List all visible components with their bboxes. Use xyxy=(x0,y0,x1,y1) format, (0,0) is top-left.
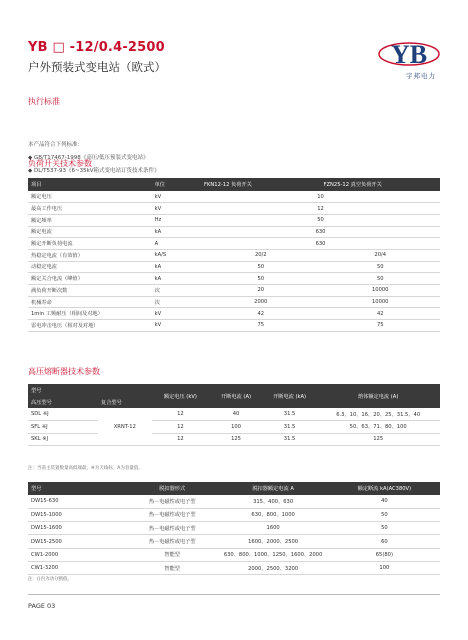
table-cell: 1600、2000、2500 xyxy=(218,535,329,548)
section-title-fuse: 高压熔断器技术参数 xyxy=(28,367,100,376)
header-cell: 项目 xyxy=(28,178,152,191)
table-cell: kA xyxy=(152,273,201,285)
table-cell: 10000 xyxy=(321,296,441,308)
section-title-switch: 负荷开关技术参数 xyxy=(28,159,92,168)
table-cell: DW15-2500 xyxy=(28,535,127,548)
table-cell: 2000、2500、3200 xyxy=(218,561,329,574)
table-cell: 630 xyxy=(201,226,440,238)
table-row xyxy=(28,261,440,273)
table-row xyxy=(28,203,440,215)
table-cell: CW1-3200 xyxy=(28,561,127,574)
table-cell: 热－电磁性或电子型 xyxy=(127,495,218,508)
table-cell: 12 xyxy=(201,203,440,215)
table-cell: 智能型 xyxy=(127,561,218,574)
table-cell: 31.5 xyxy=(263,408,317,421)
table-cell: 630、800、1000 xyxy=(218,508,329,521)
header-cell: 高压型号 xyxy=(28,396,98,408)
table-cell: 热－电磁性或电子型 xyxy=(127,535,218,548)
table-cell: 1min 工频耐压（相间及对地） xyxy=(28,308,152,320)
table-row xyxy=(28,495,440,508)
footer-divider xyxy=(28,594,440,595)
table-row xyxy=(28,433,440,446)
table-cell: 50、63、71、80、100 xyxy=(316,421,440,434)
standards-intro: 本产品符合下列标准： xyxy=(28,142,84,148)
table-cell: Hz xyxy=(152,214,201,226)
table-cell: 75 xyxy=(201,320,320,332)
company-name: 宇邦电力 xyxy=(406,72,436,80)
table-cell: A xyxy=(152,238,201,250)
table-cell: SDL ※J xyxy=(28,408,98,421)
table-cell: 75 xyxy=(321,320,441,332)
table-cell: 热稳定电流（有效值） xyxy=(28,249,152,261)
table-cell: SKL ※J xyxy=(28,433,98,446)
table-cell: kA xyxy=(152,261,201,273)
page-number: PAGE 03 xyxy=(28,602,56,610)
table-cell: 热－电磁性或电子型 xyxy=(127,508,218,521)
header-cell: 额定电压 (kV) xyxy=(152,384,210,408)
header-cell: FZN25-12 真空负荷开关 xyxy=(321,178,441,191)
table-row xyxy=(28,191,440,203)
table-cell: kV xyxy=(152,320,201,332)
table-row xyxy=(28,273,440,285)
table-cell: 40 xyxy=(329,495,440,508)
table-cell: 2000 xyxy=(201,296,320,308)
table-row xyxy=(28,249,440,261)
fuse-params-table xyxy=(28,384,440,446)
table-cell: 动稳定电流 xyxy=(28,261,152,273)
table-cell: 20/2 xyxy=(201,249,320,261)
table-cell: 50 xyxy=(329,508,440,521)
header-cell: 型号 xyxy=(28,384,152,396)
table-cell: DW15-1600 xyxy=(28,522,127,535)
table-cell: 630 xyxy=(201,238,440,250)
table-cell: kV xyxy=(152,308,201,320)
table-cell: 额定频率 xyxy=(28,214,152,226)
breaker-table-note: 注：()内为动分断值。 xyxy=(28,577,73,582)
table-cell: 次 xyxy=(152,285,201,297)
table-cell: 雷电冲击电压（相对及对地） xyxy=(28,320,152,332)
table-cell: kA xyxy=(152,226,201,238)
section-title-standards: 执行标准 xyxy=(28,97,60,106)
table-cell: kV xyxy=(152,191,201,203)
table-cell: 额定电压 xyxy=(28,191,152,203)
table-row xyxy=(28,535,440,548)
header-cell: 额定断流 kA(AC380V) xyxy=(329,482,440,495)
table-cell: 31.5 xyxy=(263,421,317,434)
svg-text:YB: YB xyxy=(390,40,428,69)
table-cell: 10000 xyxy=(321,285,441,297)
table-cell: CW1-2000 xyxy=(28,548,127,561)
table-cell: 315、400、630 xyxy=(218,495,329,508)
table-cell: 60 xyxy=(329,535,440,548)
table-cell: 满负荷开断次数 xyxy=(28,285,152,297)
table-row xyxy=(28,320,440,332)
table-row xyxy=(28,285,440,297)
table-cell: 31.5 xyxy=(263,433,317,446)
table-row xyxy=(28,522,440,535)
table-cell: 125 xyxy=(209,433,263,446)
table-row xyxy=(28,214,440,226)
table-cell: DW15-630 xyxy=(28,495,127,508)
table-cell: 热－电磁性或电子型 xyxy=(127,522,218,535)
table-row xyxy=(28,561,440,574)
table-header-row xyxy=(28,384,440,396)
table-cell: 100 xyxy=(209,421,263,434)
table-cell: 12 xyxy=(152,433,210,446)
table-cell: kV xyxy=(152,203,201,215)
table-cell: 50 xyxy=(201,214,440,226)
table-cell: SFL ※J xyxy=(28,421,98,434)
table-cell: 12 xyxy=(152,421,210,434)
table-cell: 12 xyxy=(152,408,210,421)
table-cell: 额定关合电流（峰值） xyxy=(28,273,152,285)
standard-item: ◆ GB/T17467-1998《高压/低压预装式变电站》 xyxy=(28,155,149,161)
table-cell: 630、800、1000、1250、1600、2000 xyxy=(218,548,329,561)
table-cell: kA/S xyxy=(152,249,201,261)
table-row xyxy=(28,308,440,320)
header-cell: FKN12-12 负荷开关 xyxy=(201,178,320,191)
page-header xyxy=(28,40,440,90)
table-row xyxy=(28,408,440,421)
table-row xyxy=(28,421,440,434)
table-row xyxy=(28,238,440,250)
table-cell: XRNT-12 xyxy=(98,408,152,446)
table-cell: 智能型 xyxy=(127,548,218,561)
table-cell: 20 xyxy=(201,285,320,297)
product-subtitle: 户外预装式变电站（欧式） xyxy=(28,60,166,74)
table-cell: 50 xyxy=(201,261,320,273)
table-cell: 50 xyxy=(201,273,320,285)
logo-mark-icon xyxy=(378,38,440,72)
table-cell: 额定开断负荷电流 xyxy=(28,238,152,250)
product-title: YB □ -12/0.4-2500 xyxy=(28,40,165,55)
header-cell: 型号 xyxy=(28,482,127,495)
table-row xyxy=(28,226,440,238)
table-cell: 1600 xyxy=(218,522,329,535)
standard-item: ◆ DL/T537-93《6~35kV箱式变电站订货技术条件》 xyxy=(28,168,160,174)
breaker-params-table xyxy=(28,482,440,575)
table-cell: 最高工作电压 xyxy=(28,203,152,215)
table-header-row xyxy=(28,482,440,495)
table-cell: 42 xyxy=(201,308,320,320)
table-cell: 50 xyxy=(321,273,441,285)
table-cell: 50 xyxy=(329,522,440,535)
table-cell: 20/4 xyxy=(321,249,441,261)
switch-params-table xyxy=(28,178,440,332)
table-cell: 42 xyxy=(321,308,441,320)
header-cell: 开断电流 (kA) xyxy=(263,384,317,408)
table-cell: 100 xyxy=(329,561,440,574)
header-cell: 单位 xyxy=(152,178,201,191)
header-cell: 开断电流 (A) xyxy=(209,384,263,408)
header-cell: 复合型号 xyxy=(98,396,152,408)
table-cell: 额定电流 xyxy=(28,226,152,238)
table-row xyxy=(28,296,440,308)
table-cell: 40 xyxy=(209,408,263,421)
table-cell: DW15-1000 xyxy=(28,508,127,521)
table-row xyxy=(28,548,440,561)
header-cell: 脱扣器形式 xyxy=(127,482,218,495)
table-cell: 125 xyxy=(316,433,440,446)
table-cell: 50 xyxy=(321,261,441,273)
table-cell: 次 xyxy=(152,296,201,308)
table-cell: 10 xyxy=(201,191,440,203)
table-cell: 机械寿命 xyxy=(28,296,152,308)
table-cell: 65(80) xyxy=(329,548,440,561)
table-header-row xyxy=(28,178,440,191)
table-row xyxy=(28,508,440,521)
header-cell: 熔体额定电流 (A) xyxy=(316,384,440,408)
header-cell: 脱扣器额定电流 A xyxy=(218,482,329,495)
table-cell: 6.3、10、16、20、25、31.5、40 xyxy=(316,408,440,421)
fuse-table-note: 注：当前主装置数量高低端最，※为天线标，A为容量值。 xyxy=(28,466,143,471)
